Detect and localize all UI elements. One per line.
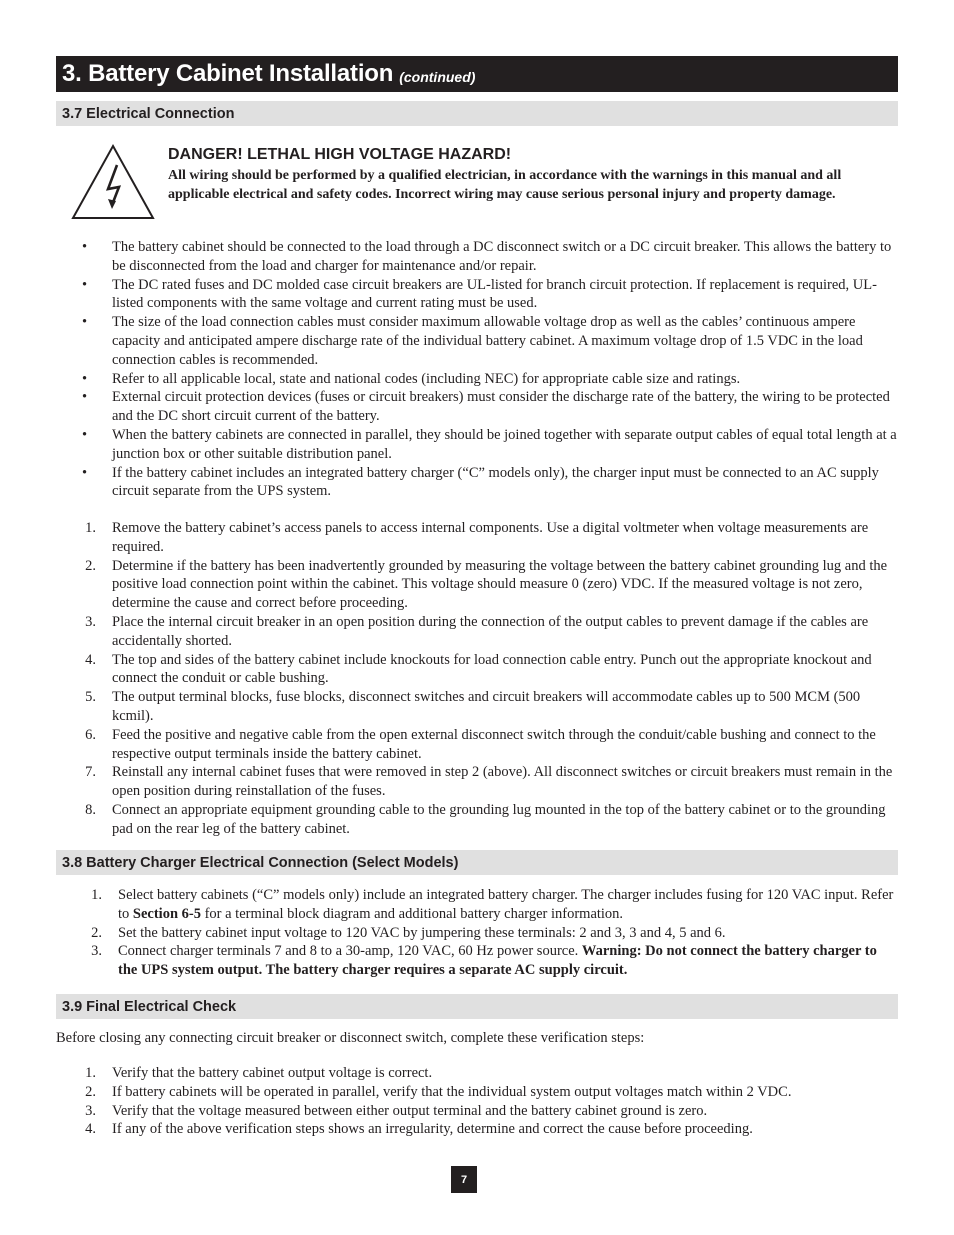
list-item-text: If battery cabinets will be operated in parallel, verify that the individual system output voltages match within 2 VDC. bbox=[112, 1083, 792, 1100]
list-item bbox=[56, 464, 898, 502]
step-number: 6. bbox=[85, 726, 96, 743]
list-item-text: Determine if the battery has been inadvertently grounded by measuring the voltage between the battery cabinet grounding lug and the positive load connection point within the cabinet. This voltage should measure 0 (zero) VDC. If the measured voltage is not zero, determine the cause and correct before proceeding. bbox=[112, 557, 888, 612]
list-item-text: Place the internal circuit breaker in an open position during the connection of the output cables to prevent damage if the cables are accidentally shorted. bbox=[112, 613, 869, 649]
bullet-marker: • bbox=[82, 464, 88, 481]
list-item-text: for a terminal block diagram and additional battery charger information. bbox=[200, 905, 624, 922]
step-number: 3. bbox=[85, 1102, 96, 1119]
step-number: 7. bbox=[85, 764, 96, 781]
final-check-steps bbox=[56, 1064, 898, 1139]
high-voltage-warning-icon bbox=[70, 143, 156, 221]
list-item-text: Verify that the voltage measured between either output terminal and the battery cabinet ground is zero. bbox=[112, 1102, 708, 1119]
list-item-text: Set the battery cabinet input voltage to 120 VAC by jumpering these terminals: 2 and 3, 3 and 4, 5 and 6. bbox=[118, 924, 726, 941]
page-title-bar bbox=[56, 56, 898, 92]
list-item bbox=[56, 942, 898, 980]
list-item bbox=[56, 924, 898, 943]
list-item bbox=[56, 1083, 898, 1102]
list-item bbox=[56, 238, 898, 276]
section-heading-3-8: 3.8 Battery Charger Electrical Connection (Select Models) bbox=[56, 850, 898, 875]
electrical-connection-steps bbox=[56, 519, 898, 839]
list-item bbox=[56, 388, 898, 426]
step-number: 1. bbox=[85, 520, 96, 536]
list-item bbox=[56, 276, 898, 314]
list-item-text: Select battery cabinets (“C” models only) include an integrated battery charger. The charger includes fusing for 120 VAC input. Refer to bbox=[118, 887, 894, 922]
step-number: 8. bbox=[85, 801, 96, 818]
list-item-text: Reinstall any internal cabinet fuses that were removed in step 2 (above). All disconnect switches or circuit breakers must remain in the open position during reinstallation of the fuses. bbox=[112, 764, 893, 800]
list-item bbox=[56, 886, 898, 924]
list-item bbox=[56, 370, 898, 389]
list-item-text: The top and sides of the battery cabinet include knockouts for load connection cable entry. Punch out the appropriate knockout and connect the conduit or cable bushing. bbox=[112, 651, 872, 687]
list-item bbox=[56, 1102, 898, 1121]
step-number: 4. bbox=[85, 1121, 96, 1138]
list-item-text: Remove the battery cabinet’s access panels to access internal components. Use a digital voltmeter when voltage measurements are required. bbox=[112, 520, 869, 555]
bullet-marker: • bbox=[82, 370, 88, 387]
list-item bbox=[56, 688, 898, 726]
list-item-text: External circuit protection devices (fuses or circuit breakers) must consider the discharge rate of the battery, the wiring to be protected and the DC short circuit current of the battery. bbox=[112, 389, 890, 425]
list-item-text: When the battery cabinets are connected in parallel, they should be joined together with separate output cables of equal total length at a junction box or other suitable distribution panel. bbox=[112, 426, 897, 462]
step-number: 3. bbox=[85, 613, 96, 630]
list-item-text: Connect an appropriate equipment grounding cable to the grounding lug mounted in the top of the battery cabinet or to the grounding pad on the rear leg of the battery cabinet. bbox=[112, 801, 886, 837]
danger-text: All wiring should be performed by a qualified electrician, in accordance with the warnings in this manual and all applicable electrical and safety codes. Incorrect wiring may cause serious personal injury and property damage. bbox=[168, 168, 842, 202]
step-number: 4. bbox=[85, 651, 96, 668]
list-item-text: Verify that the battery cabinet output voltage is correct. bbox=[112, 1065, 433, 1081]
section-reference: Section 6-5 bbox=[132, 905, 201, 922]
page-title: 3. Battery Cabinet Installation bbox=[62, 60, 394, 87]
final-check-intro: Before closing any connecting circuit breaker or disconnect switch, complete these verification steps: bbox=[56, 1030, 645, 1046]
list-item-text: The size of the load connection cables must consider maximum allowable voltage drop as well as the cables’ continuous ampere capacity and anticipated ampere discharge rate of the individual battery cabinet. A maximum voltage drop of 1.5 VDC in the load connection cables is recommended. bbox=[112, 314, 863, 368]
step-number: 1. bbox=[91, 887, 102, 903]
bullet-marker: • bbox=[82, 276, 88, 293]
list-item bbox=[56, 557, 898, 613]
charger-connection-steps bbox=[56, 886, 898, 980]
list-item bbox=[56, 313, 898, 369]
list-item-text: If the battery cabinet includes an integrated battery charger (“C” models only), the charger input must be connected to an AC supply circuit separate from the UPS system. bbox=[112, 464, 879, 500]
step-number: 2. bbox=[91, 924, 102, 941]
list-item-text: If any of the above verification steps shows an irregularity, determine and correct the cause before proceeding. bbox=[112, 1121, 753, 1138]
cabinet-wiring-notes bbox=[56, 238, 898, 501]
list-item bbox=[56, 426, 898, 464]
list-item bbox=[56, 726, 898, 764]
list-item-text: Refer to all applicable local, state and national codes (including NEC) for appropriate cable size and ratings. bbox=[112, 370, 741, 387]
list-item bbox=[56, 801, 898, 839]
list-item-text: The DC rated fuses and DC molded case circuit breakers are UL-listed for branch circuit protection. If replacement is required, UL-listed components with the same voltage and current rating must be used. bbox=[112, 276, 877, 312]
list-item bbox=[56, 1064, 898, 1083]
section-heading-3-7: 3.7 Electrical Connection bbox=[56, 101, 898, 126]
section-heading-3-9: 3.9 Final Electrical Check bbox=[56, 994, 898, 1019]
list-item-text: The battery cabinet should be connected to the load through a DC disconnect switch or a DC circuit breaker. This allows the battery to be disconnected from the load and charger for maintenance and/or repair. bbox=[112, 239, 892, 274]
bullet-marker: • bbox=[82, 239, 88, 255]
list-item bbox=[56, 763, 898, 801]
warning-text: Warning: Do not connect the battery charger to the UPS system output. The battery charger requires a separate AC supply circuit. bbox=[118, 943, 877, 979]
list-item bbox=[56, 651, 898, 689]
list-item-text: Connect charger terminals 7 and 8 to a 30-amp, 120 VAC, 60 Hz power source. bbox=[118, 943, 582, 960]
step-number: 1. bbox=[85, 1065, 96, 1081]
list-item bbox=[56, 613, 898, 651]
page-title-continued: (continued) bbox=[399, 69, 476, 85]
list-item-text: The output terminal blocks, fuse blocks, disconnect switches and circuit breakers will accommodate cables up to 500 MCM (500 kcmil). bbox=[112, 689, 861, 724]
list-item bbox=[56, 1120, 898, 1139]
bullet-marker: • bbox=[82, 314, 88, 331]
step-number: 2. bbox=[85, 1083, 96, 1100]
step-number: 2. bbox=[85, 557, 96, 574]
danger-title: DANGER! LETHAL HIGH VOLTAGE HAZARD! bbox=[168, 146, 512, 163]
bullet-marker: • bbox=[82, 426, 88, 443]
step-number: 5. bbox=[85, 689, 96, 706]
list-item-text: Feed the positive and negative cable from the open external disconnect switch through the conduit/cable bushing and connect to the respective output terminals inside the battery cabinet. bbox=[112, 726, 876, 762]
page-number: 7 bbox=[451, 1166, 477, 1193]
step-number: 3. bbox=[91, 943, 102, 960]
bullet-marker: • bbox=[82, 389, 88, 406]
list-item bbox=[56, 519, 898, 557]
